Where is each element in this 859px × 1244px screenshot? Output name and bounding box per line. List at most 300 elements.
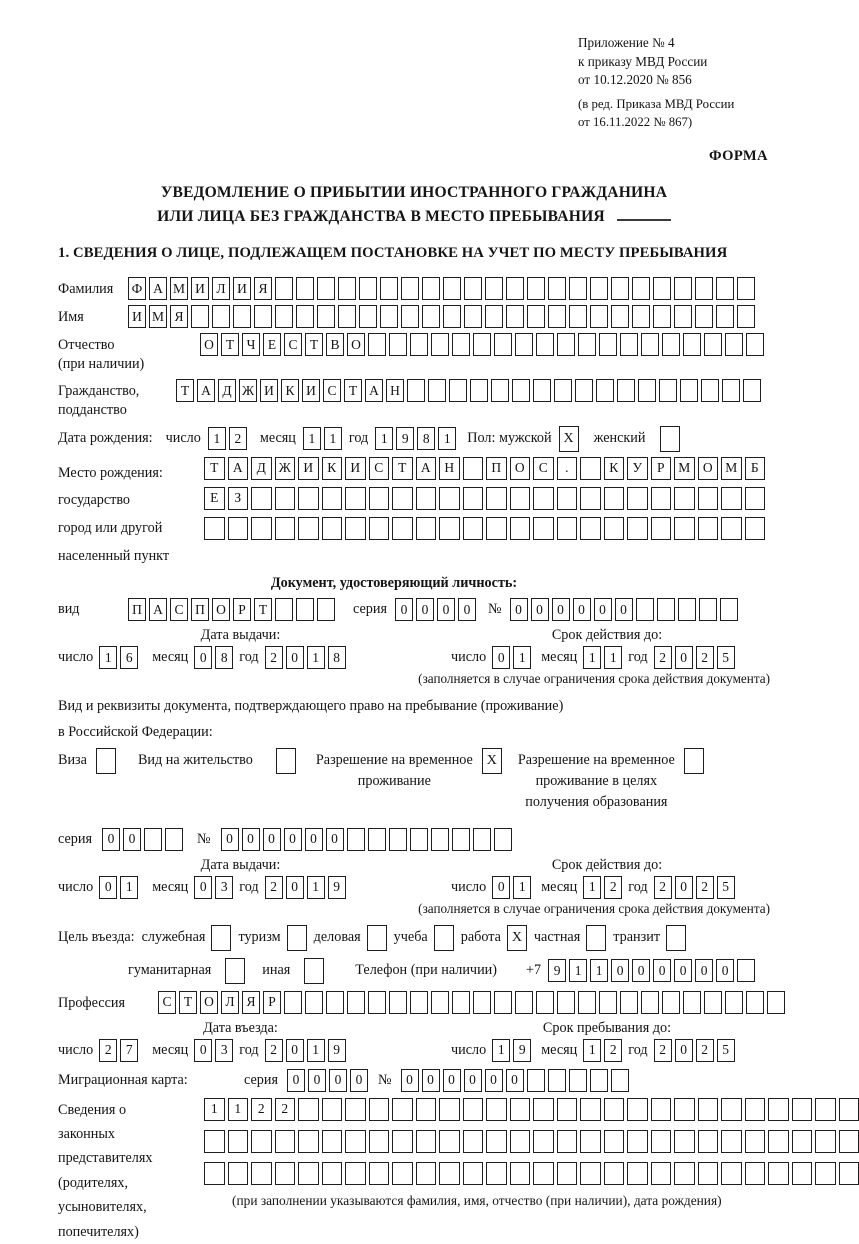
- char-cell[interactable]: [228, 1130, 249, 1153]
- char-cell[interactable]: [745, 1098, 766, 1121]
- char-cell[interactable]: [745, 487, 766, 510]
- char-cell[interactable]: 0: [573, 598, 591, 621]
- char-cell[interactable]: [575, 379, 593, 402]
- char-cell[interactable]: [651, 517, 672, 540]
- char-cell[interactable]: [590, 277, 608, 300]
- char-cell[interactable]: [548, 277, 566, 300]
- char-cell[interactable]: [698, 1162, 719, 1185]
- char-cell[interactable]: [443, 277, 461, 300]
- char-cell[interactable]: [401, 305, 419, 328]
- char-cell[interactable]: [557, 333, 575, 356]
- char-cell[interactable]: [746, 333, 764, 356]
- char-cell[interactable]: [345, 1130, 366, 1153]
- char-cell[interactable]: Н: [386, 379, 404, 402]
- char-cell[interactable]: [557, 517, 578, 540]
- char-cell[interactable]: Т: [254, 598, 272, 621]
- char-cell[interactable]: Л: [221, 991, 239, 1014]
- char-cell[interactable]: А: [197, 379, 215, 402]
- char-cell[interactable]: [533, 1098, 554, 1121]
- char-cell[interactable]: [473, 991, 491, 1014]
- char-cell[interactable]: С: [533, 457, 554, 480]
- char-cell[interactable]: [533, 379, 551, 402]
- char-cell[interactable]: Т: [179, 991, 197, 1014]
- char-cell[interactable]: 0: [510, 598, 528, 621]
- char-cell[interactable]: [298, 1162, 319, 1185]
- char-cell[interactable]: [651, 487, 672, 510]
- char-cell[interactable]: [322, 1130, 343, 1153]
- char-cell[interactable]: 1: [583, 876, 601, 899]
- char-cell[interactable]: [254, 305, 272, 328]
- char-cell[interactable]: [369, 1130, 390, 1153]
- char-cell[interactable]: [317, 305, 335, 328]
- char-cell[interactable]: 0: [329, 1069, 347, 1092]
- char-cell[interactable]: [704, 333, 722, 356]
- char-cell[interactable]: 1: [307, 876, 325, 899]
- char-cell[interactable]: [746, 991, 764, 1014]
- char-cell[interactable]: [275, 1162, 296, 1185]
- char-cell[interactable]: [338, 277, 356, 300]
- char-cell[interactable]: 5: [717, 646, 735, 669]
- char-cell[interactable]: [144, 828, 162, 851]
- char-cell[interactable]: [721, 1098, 742, 1121]
- char-cell[interactable]: [674, 277, 692, 300]
- char-cell[interactable]: [620, 333, 638, 356]
- char-cell[interactable]: [743, 379, 761, 402]
- char-cell[interactable]: [369, 1162, 390, 1185]
- char-cell[interactable]: [680, 379, 698, 402]
- char-cell[interactable]: [557, 487, 578, 510]
- char-cell[interactable]: 0: [443, 1069, 461, 1092]
- char-cell[interactable]: Р: [651, 457, 672, 480]
- char-cell[interactable]: [275, 487, 296, 510]
- char-cell[interactable]: [699, 598, 717, 621]
- char-cell[interactable]: [611, 277, 629, 300]
- char-cell[interactable]: [347, 991, 365, 1014]
- char-cell[interactable]: 0: [102, 828, 120, 851]
- char-cell[interactable]: [392, 1162, 413, 1185]
- char-cell[interactable]: [275, 305, 293, 328]
- char-cell[interactable]: [653, 305, 671, 328]
- residence-permit-checkbox[interactable]: [276, 748, 296, 774]
- char-cell[interactable]: [345, 1098, 366, 1121]
- char-cell[interactable]: [410, 828, 428, 851]
- char-cell[interactable]: 0: [286, 1039, 304, 1062]
- char-cell[interactable]: [792, 1098, 813, 1121]
- char-cell[interactable]: 1: [583, 1039, 601, 1062]
- char-cell[interactable]: [485, 305, 503, 328]
- char-cell[interactable]: П: [128, 598, 146, 621]
- char-cell[interactable]: [617, 379, 635, 402]
- char-cell[interactable]: 2: [696, 1039, 714, 1062]
- char-cell[interactable]: [725, 333, 743, 356]
- char-cell[interactable]: 1: [375, 427, 393, 450]
- purpose-humanitarian-checkbox[interactable]: [225, 958, 245, 984]
- char-cell[interactable]: Ж: [275, 457, 296, 480]
- char-cell[interactable]: 1: [204, 1098, 225, 1121]
- char-cell[interactable]: [721, 1130, 742, 1153]
- char-cell[interactable]: 0: [286, 646, 304, 669]
- char-cell[interactable]: [596, 379, 614, 402]
- char-cell[interactable]: [463, 457, 484, 480]
- char-cell[interactable]: [275, 277, 293, 300]
- char-cell[interactable]: 2: [229, 427, 247, 450]
- char-cell[interactable]: 1: [208, 427, 226, 450]
- char-cell[interactable]: [510, 1130, 531, 1153]
- char-cell[interactable]: [380, 305, 398, 328]
- char-cell[interactable]: О: [698, 457, 719, 480]
- char-cell[interactable]: [745, 1130, 766, 1153]
- char-cell[interactable]: 1: [228, 1098, 249, 1121]
- char-cell[interactable]: [512, 379, 530, 402]
- char-cell[interactable]: Я: [170, 305, 188, 328]
- char-cell[interactable]: [452, 991, 470, 1014]
- char-cell[interactable]: [228, 517, 249, 540]
- char-cell[interactable]: И: [233, 277, 251, 300]
- char-cell[interactable]: 0: [286, 876, 304, 899]
- char-cell[interactable]: О: [212, 598, 230, 621]
- char-cell[interactable]: [204, 517, 225, 540]
- char-cell[interactable]: [463, 1162, 484, 1185]
- char-cell[interactable]: [275, 598, 293, 621]
- char-cell[interactable]: [704, 991, 722, 1014]
- char-cell[interactable]: [410, 991, 428, 1014]
- char-cell[interactable]: [745, 1162, 766, 1185]
- char-cell[interactable]: 0: [416, 598, 434, 621]
- char-cell[interactable]: [580, 457, 601, 480]
- char-cell[interactable]: Е: [204, 487, 225, 510]
- char-cell[interactable]: 7: [120, 1039, 138, 1062]
- char-cell[interactable]: [815, 1162, 836, 1185]
- char-cell[interactable]: К: [281, 379, 299, 402]
- char-cell[interactable]: [767, 991, 785, 1014]
- char-cell[interactable]: [725, 991, 743, 1014]
- char-cell[interactable]: [536, 333, 554, 356]
- char-cell[interactable]: [554, 379, 572, 402]
- char-cell[interactable]: 2: [251, 1098, 272, 1121]
- char-cell[interactable]: 6: [120, 646, 138, 669]
- char-cell[interactable]: Т: [392, 457, 413, 480]
- char-cell[interactable]: [510, 517, 531, 540]
- char-cell[interactable]: 8: [215, 646, 233, 669]
- char-cell[interactable]: [721, 487, 742, 510]
- char-cell[interactable]: А: [228, 457, 249, 480]
- char-cell[interactable]: 0: [716, 959, 734, 982]
- char-cell[interactable]: 1: [120, 876, 138, 899]
- char-cell[interactable]: П: [486, 457, 507, 480]
- char-cell[interactable]: 0: [675, 646, 693, 669]
- char-cell[interactable]: [815, 1130, 836, 1153]
- char-cell[interactable]: 2: [696, 876, 714, 899]
- char-cell[interactable]: [737, 959, 755, 982]
- char-cell[interactable]: [527, 1069, 545, 1092]
- char-cell[interactable]: [590, 1069, 608, 1092]
- char-cell[interactable]: 1: [590, 959, 608, 982]
- char-cell[interactable]: [611, 305, 629, 328]
- char-cell[interactable]: [716, 277, 734, 300]
- char-cell[interactable]: 0: [611, 959, 629, 982]
- char-cell[interactable]: [322, 487, 343, 510]
- char-cell[interactable]: [604, 487, 625, 510]
- char-cell[interactable]: [486, 517, 507, 540]
- char-cell[interactable]: 9: [328, 1039, 346, 1062]
- char-cell[interactable]: 0: [194, 646, 212, 669]
- char-cell[interactable]: [369, 517, 390, 540]
- char-cell[interactable]: [486, 487, 507, 510]
- char-cell[interactable]: [768, 1098, 789, 1121]
- char-cell[interactable]: 0: [695, 959, 713, 982]
- char-cell[interactable]: [745, 517, 766, 540]
- purpose-transit-checkbox[interactable]: [666, 925, 686, 951]
- char-cell[interactable]: 2: [654, 646, 672, 669]
- char-cell[interactable]: [452, 828, 470, 851]
- char-cell[interactable]: [317, 598, 335, 621]
- char-cell[interactable]: [533, 517, 554, 540]
- char-cell[interactable]: [720, 598, 738, 621]
- char-cell[interactable]: 0: [308, 1069, 326, 1092]
- char-cell[interactable]: [527, 277, 545, 300]
- char-cell[interactable]: О: [347, 333, 365, 356]
- char-cell[interactable]: [815, 1098, 836, 1121]
- char-cell[interactable]: [298, 487, 319, 510]
- char-cell[interactable]: 9: [396, 427, 414, 450]
- char-cell[interactable]: [443, 305, 461, 328]
- char-cell[interactable]: Я: [242, 991, 260, 1014]
- char-cell[interactable]: [674, 1162, 695, 1185]
- char-cell[interactable]: [721, 517, 742, 540]
- char-cell[interactable]: [428, 379, 446, 402]
- char-cell[interactable]: М: [674, 457, 695, 480]
- char-cell[interactable]: 2: [265, 876, 283, 899]
- char-cell[interactable]: [548, 305, 566, 328]
- purpose-work-checkbox[interactable]: X: [507, 925, 527, 951]
- char-cell[interactable]: М: [149, 305, 167, 328]
- char-cell[interactable]: [422, 277, 440, 300]
- char-cell[interactable]: 0: [350, 1069, 368, 1092]
- char-cell[interactable]: [473, 828, 491, 851]
- char-cell[interactable]: [580, 487, 601, 510]
- char-cell[interactable]: [737, 277, 755, 300]
- char-cell[interactable]: [620, 991, 638, 1014]
- char-cell[interactable]: [191, 305, 209, 328]
- char-cell[interactable]: [599, 991, 617, 1014]
- char-cell[interactable]: [768, 1130, 789, 1153]
- char-cell[interactable]: [515, 333, 533, 356]
- char-cell[interactable]: [204, 1130, 225, 1153]
- char-cell[interactable]: 0: [675, 876, 693, 899]
- char-cell[interactable]: [590, 305, 608, 328]
- char-cell[interactable]: [439, 1162, 460, 1185]
- char-cell[interactable]: [604, 1162, 625, 1185]
- char-cell[interactable]: [473, 333, 491, 356]
- visa-checkbox[interactable]: [96, 748, 116, 774]
- char-cell[interactable]: [251, 1162, 272, 1185]
- char-cell[interactable]: [392, 1130, 413, 1153]
- char-cell[interactable]: О: [200, 991, 218, 1014]
- char-cell[interactable]: [298, 517, 319, 540]
- char-cell[interactable]: 0: [242, 828, 260, 851]
- char-cell[interactable]: [839, 1098, 859, 1121]
- char-cell[interactable]: 0: [287, 1069, 305, 1092]
- char-cell[interactable]: Р: [233, 598, 251, 621]
- char-cell[interactable]: [599, 333, 617, 356]
- char-cell[interactable]: [233, 305, 251, 328]
- char-cell[interactable]: [698, 1130, 719, 1153]
- char-cell[interactable]: [251, 487, 272, 510]
- char-cell[interactable]: [485, 277, 503, 300]
- char-cell[interactable]: [416, 1162, 437, 1185]
- char-cell[interactable]: 1: [99, 646, 117, 669]
- char-cell[interactable]: Б: [745, 457, 766, 480]
- char-cell[interactable]: С: [284, 333, 302, 356]
- char-cell[interactable]: 0: [552, 598, 570, 621]
- char-cell[interactable]: 0: [485, 1069, 503, 1092]
- char-cell[interactable]: [439, 1130, 460, 1153]
- char-cell[interactable]: И: [302, 379, 320, 402]
- char-cell[interactable]: [569, 277, 587, 300]
- char-cell[interactable]: 0: [194, 1039, 212, 1062]
- char-cell[interactable]: [486, 1098, 507, 1121]
- char-cell[interactable]: [683, 991, 701, 1014]
- char-cell[interactable]: [716, 305, 734, 328]
- char-cell[interactable]: 0: [99, 876, 117, 899]
- char-cell[interactable]: [678, 598, 696, 621]
- char-cell[interactable]: 1: [307, 646, 325, 669]
- char-cell[interactable]: [627, 517, 648, 540]
- char-cell[interactable]: [298, 1130, 319, 1153]
- temp-residence-checkbox[interactable]: X: [482, 748, 502, 774]
- char-cell[interactable]: [486, 1130, 507, 1153]
- char-cell[interactable]: [439, 517, 460, 540]
- char-cell[interactable]: С: [323, 379, 341, 402]
- char-cell[interactable]: [416, 1130, 437, 1153]
- char-cell[interactable]: Т: [176, 379, 194, 402]
- char-cell[interactable]: 2: [604, 1039, 622, 1062]
- char-cell[interactable]: [359, 277, 377, 300]
- char-cell[interactable]: [506, 277, 524, 300]
- char-cell[interactable]: 9: [328, 876, 346, 899]
- char-cell[interactable]: Е: [263, 333, 281, 356]
- char-cell[interactable]: С: [170, 598, 188, 621]
- char-cell[interactable]: А: [365, 379, 383, 402]
- char-cell[interactable]: [463, 487, 484, 510]
- char-cell[interactable]: [698, 517, 719, 540]
- char-cell[interactable]: 0: [675, 1039, 693, 1062]
- char-cell[interactable]: Ж: [239, 379, 257, 402]
- char-cell[interactable]: 2: [696, 646, 714, 669]
- char-cell[interactable]: [510, 1162, 531, 1185]
- char-cell[interactable]: [627, 1130, 648, 1153]
- char-cell[interactable]: [557, 1130, 578, 1153]
- char-cell[interactable]: О: [200, 333, 218, 356]
- char-cell[interactable]: Д: [251, 457, 272, 480]
- char-cell[interactable]: [463, 1130, 484, 1153]
- char-cell[interactable]: П: [191, 598, 209, 621]
- char-cell[interactable]: [275, 1130, 296, 1153]
- char-cell[interactable]: А: [416, 457, 437, 480]
- char-cell[interactable]: И: [128, 305, 146, 328]
- char-cell[interactable]: [416, 517, 437, 540]
- char-cell[interactable]: 0: [492, 646, 510, 669]
- char-cell[interactable]: 1: [324, 427, 342, 450]
- char-cell[interactable]: [431, 333, 449, 356]
- char-cell[interactable]: [674, 1130, 695, 1153]
- char-cell[interactable]: [389, 333, 407, 356]
- char-cell[interactable]: [839, 1162, 859, 1185]
- char-cell[interactable]: [653, 277, 671, 300]
- char-cell[interactable]: Т: [344, 379, 362, 402]
- char-cell[interactable]: [369, 487, 390, 510]
- char-cell[interactable]: О: [510, 457, 531, 480]
- char-cell[interactable]: Ф: [128, 277, 146, 300]
- char-cell[interactable]: [439, 487, 460, 510]
- char-cell[interactable]: [548, 1069, 566, 1092]
- char-cell[interactable]: [449, 379, 467, 402]
- char-cell[interactable]: [792, 1130, 813, 1153]
- char-cell[interactable]: А: [149, 277, 167, 300]
- char-cell[interactable]: [470, 379, 488, 402]
- char-cell[interactable]: В: [326, 333, 344, 356]
- purpose-other-checkbox[interactable]: [304, 958, 324, 984]
- char-cell[interactable]: [557, 1098, 578, 1121]
- char-cell[interactable]: [662, 991, 680, 1014]
- char-cell[interactable]: [212, 305, 230, 328]
- char-cell[interactable]: Ч: [242, 333, 260, 356]
- char-cell[interactable]: [580, 517, 601, 540]
- char-cell[interactable]: [464, 305, 482, 328]
- char-cell[interactable]: А: [149, 598, 167, 621]
- char-cell[interactable]: З: [228, 487, 249, 510]
- char-cell[interactable]: [380, 277, 398, 300]
- char-cell[interactable]: [322, 517, 343, 540]
- edu-residence-checkbox[interactable]: [684, 748, 704, 774]
- char-cell[interactable]: 0: [531, 598, 549, 621]
- char-cell[interactable]: С: [369, 457, 390, 480]
- char-cell[interactable]: М: [721, 457, 742, 480]
- char-cell[interactable]: [641, 991, 659, 1014]
- char-cell[interactable]: 0: [401, 1069, 419, 1092]
- char-cell[interactable]: [674, 1098, 695, 1121]
- char-cell[interactable]: [463, 517, 484, 540]
- char-cell[interactable]: Т: [221, 333, 239, 356]
- char-cell[interactable]: [305, 991, 323, 1014]
- char-cell[interactable]: [701, 379, 719, 402]
- char-cell[interactable]: [296, 305, 314, 328]
- char-cell[interactable]: У: [627, 457, 648, 480]
- char-cell[interactable]: [632, 277, 650, 300]
- char-cell[interactable]: [392, 517, 413, 540]
- char-cell[interactable]: [401, 277, 419, 300]
- char-cell[interactable]: [557, 991, 575, 1014]
- char-cell[interactable]: 1: [569, 959, 587, 982]
- char-cell[interactable]: [768, 1162, 789, 1185]
- char-cell[interactable]: 0: [458, 598, 476, 621]
- char-cell[interactable]: [632, 305, 650, 328]
- char-cell[interactable]: [533, 1162, 554, 1185]
- char-cell[interactable]: 1: [583, 646, 601, 669]
- char-cell[interactable]: [510, 487, 531, 510]
- purpose-business-checkbox[interactable]: [367, 925, 387, 951]
- char-cell[interactable]: [431, 828, 449, 851]
- char-cell[interactable]: [345, 517, 366, 540]
- purpose-tourism-checkbox[interactable]: [287, 925, 307, 951]
- char-cell[interactable]: [345, 487, 366, 510]
- char-cell[interactable]: [389, 991, 407, 1014]
- char-cell[interactable]: [407, 379, 425, 402]
- char-cell[interactable]: 0: [594, 598, 612, 621]
- char-cell[interactable]: [580, 1130, 601, 1153]
- purpose-private-checkbox[interactable]: [586, 925, 606, 951]
- char-cell[interactable]: [338, 305, 356, 328]
